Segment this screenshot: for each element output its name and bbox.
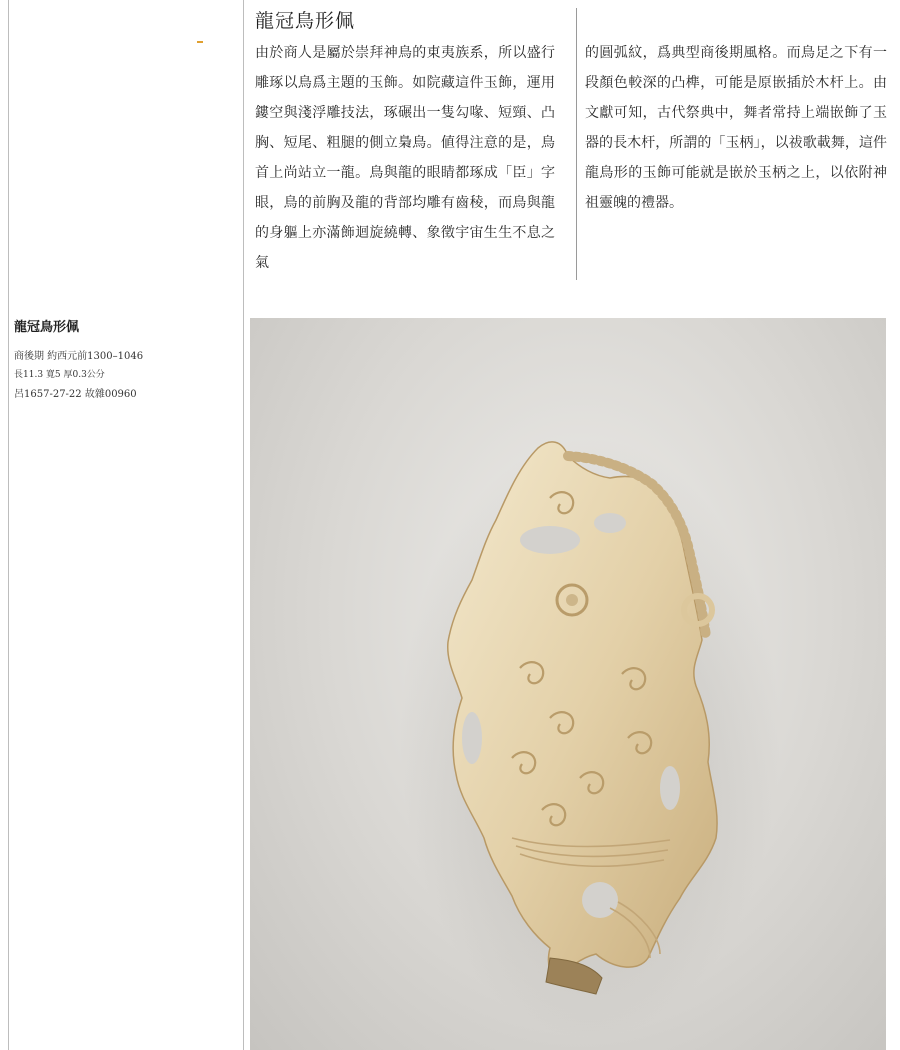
body-text-column-2: 的圓弧紋，爲典型商後期風格。而鳥足之下有一段顏色較深的凸榫，可能是原嵌插於木杆上。由文獻可知，古代祭典中，舞者常持上端嵌飾了玉器的長木杆，所謂的「玉柄」，以祓歌載舞，這件龍鳥形的玉飾可能就是嵌於玉柄之上，以依附神祖靈魄的禮器。 (585, 45, 887, 211)
openwork-hole (660, 766, 680, 810)
caption-period: 商後期 約西元前1300–1046 (14, 351, 144, 362)
artifact-photo (250, 318, 886, 1050)
artifact-caption (14, 316, 234, 405)
openwork-hole (462, 712, 482, 764)
article-heading: 龍冠鳥形佩 (255, 10, 356, 32)
caption-dimensions: 長11.3 寬5 厚0.3公分 (14, 370, 105, 380)
text-column-divider (576, 8, 577, 280)
caption-catalog-number: 呂1657-27-22 故雜00960 (14, 389, 137, 400)
openwork-hole (594, 513, 626, 533)
decorative-mark (197, 41, 203, 43)
caption-title: 龍冠鳥形佩 (14, 320, 80, 335)
openwork-hole (520, 526, 580, 554)
jade-pendant-illustration (250, 318, 886, 1050)
openwork-hole (582, 882, 618, 918)
body-text-column-1: 由於商人是屬於崇拜神鳥的東夷族系，所以盛行雕琢以鳥爲主題的玉飾。如院藏這件玉飾，運用鏤空與淺浮雕技法，琢碾出一隻勾喙、短頸、凸胸、短尾、粗腿的側立梟鳥。値得注意的是，鳥首上尚站立一龍。鳥與龍的眼睛都琢成「臣」字眼，鳥的前胸及龍的背部均雕有齒稜，而鳥與龍的身軀上亦滿飾迴旋繞轉、象徵宇宙生生不息之氣 (255, 45, 555, 271)
column-divider (243, 0, 244, 1050)
left-margin-rule (8, 0, 9, 1050)
